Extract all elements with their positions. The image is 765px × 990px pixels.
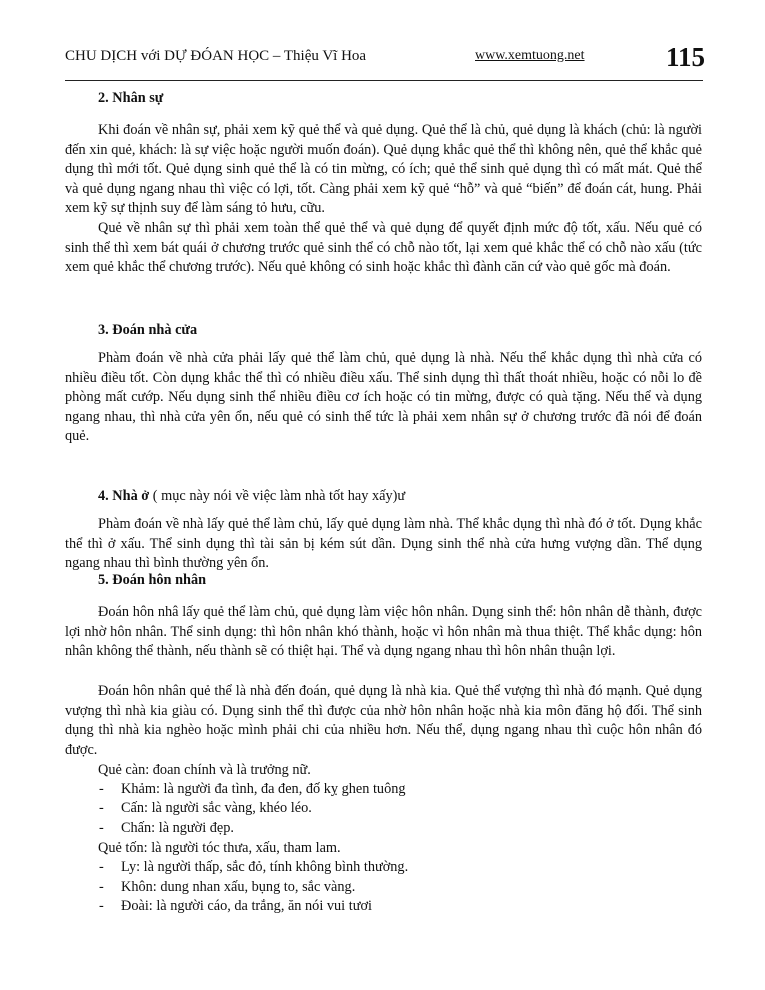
list-item: Đoài: là người cáo, da trắng, ăn nói vui tươi — [121, 898, 372, 915]
section-heading: 3. Đoán nhà cửa — [98, 322, 198, 338]
section-heading: 2. Nhân sự — [98, 90, 164, 106]
list-item: Ly: là người thấp, sắc đỏ, tính không bình thường. — [121, 859, 409, 875]
list-item: Khôn: dung nhan xấu, bụng to, sắc vàng. — [121, 878, 356, 895]
header-rule — [65, 80, 703, 81]
paragraph: Đoán hôn nhân quẻ thể là nhà đến đoán, quẻ dụng là nhà kia. Quẻ thể vượng thì nhà đó mạnh. Quẻ dụng vượng thì nhà kia giàu có. Dụng sinh thể thì được của nhờ hôn nhân hoặc nhà kia môn đăng hộ đối. Thể sinh dụng thì nhà kia nghèo hoặc mình phải chi của nhiều hơn. Nếu thể, dụng ngang nhau thì cuộc hôn nhân đó được. — [65, 683, 702, 758]
website-link[interactable]: www.xemtuong.net — [475, 48, 585, 63]
page-number: 115 — [665, 42, 705, 72]
dash-bullet: - — [99, 819, 104, 836]
heading-text: 4. Nhà ở — [98, 488, 150, 504]
paragraph: Đoán hôn nhâ lấy quẻ thể làm chủ, quẻ dụng làm việc hôn nhân. Dụng sinh thể: hôn nhân dễ thành, được lợi nhờ hôn nhân. Thể sinh dụng: thì hôn nhân khó thành, hoặc vì hôn nhân mà thua thiệt. Thể khắc dụng: hôn nhân không thể thành, nếu thành sẽ có thiệt hại. Thể và dụng ngang nhau thì hôn nhân thuận lợi. — [65, 604, 702, 660]
running-title: CHU DỊCH với DỰ ĐÓAN HỌC – Thiệu Vĩ Hoa — [65, 48, 367, 64]
dash-bullet: - — [99, 898, 104, 915]
list-line: Quẻ tốn: là người tóc thưa, xấu, tham lam. — [98, 840, 341, 857]
section-heading — [98, 487, 735, 507]
paragraph: Khi đoán về nhân sự, phải xem kỹ quẻ thể và quẻ dụng. Quẻ thể là chủ, quẻ dụng là khách (chủ: là người đến xin quẻ, khách: là sự việc hoặc người muốn đoán). Quẻ dụng khắc quẻ thể thì không nên, quẻ thể khắc quẻ dụng thì mới tốt. Quẻ dụng sinh quẻ thể là có tin mừng, có ích; quẻ thể sinh quẻ dụng thì có mất mát. Quẻ thể và quẻ dụng ngang nhau thì việc có lợi, tốt. Càng phải xem kỹ quẻ “hỗ” và quẻ “biến” để đoán cát, hung. Phải xem kỹ sự thịnh suy để làm sáng tỏ hưu, cữu. — [65, 122, 702, 217]
list-item: Khảm: là người đa tình, đa đen, đố kỵ ghen tuông — [121, 780, 406, 797]
paragraph: Quẻ về nhân sự thì phải xem toàn thể quẻ thể và quẻ dụng để quyết định mức độ tốt, xấu. Nếu quẻ có sinh thể thì xem bát quái ở chương trước quẻ sinh thể có chỗ nào tốt, lại xem quẻ khắc thể có chỗ nào xấu (tức xem quẻ khắc thể chương trước). Nếu quẻ không có sinh hoặc khắc thì đành căn cứ vào quẻ gốc mà đoán. — [65, 220, 702, 276]
paragraph: Phàm đoán về nhà cửa phải lấy quẻ thể làm chủ, quẻ dụng là nhà. Nếu thể khắc dụng thì nhà cửa có nhiều điều tốt. Còn dụng khắc thể thì có nhiều điều xấu. Thể sinh dụng thì thất thoát nhiều, hoặc có nỗi lo đề phòng mất cướp. Nếu dụng sinh thể nhiều điều cơ ích hoặc có tin mừng, được có quà tặng. Nếu thể và dụng ngang nhau, thì nhà cửa yên ổn, nếu quẻ có sinh thể tức là phải xem nhân sự ở chương trước đã nói để đoán quẻ. — [65, 350, 702, 445]
dash-bullet: - — [99, 859, 104, 875]
dash-bullet: - — [99, 780, 104, 797]
paragraph: Phàm đoán về nhà lấy quẻ thể làm chủ, lấy quẻ dụng làm nhà. Thể khắc dụng thì nhà đó ở tốt. Dụng khắc thể thì ở xấu. Thể sinh dụng thì tài sản bị kém sút dần. Dụng sinh thể nhà cửa hưng vượng dần. Thể dụng ngang nhau thì bình thường yên ổn. — [65, 516, 702, 572]
list-line: Quẻ càn: đoan chính và là trưởng nữ. — [98, 762, 311, 778]
page-header — [65, 42, 705, 72]
dash-bullet: - — [99, 800, 104, 817]
heading-note: ( mục này nói về việc làm nhà tốt hay xấy)ư — [149, 488, 406, 504]
section-heading: 5. Đoán hôn nhân — [98, 572, 207, 588]
list-item: Cấn: là người sắc vàng, khéo léo. — [121, 800, 312, 817]
dash-bullet: - — [99, 878, 104, 895]
list-item: Chấn: là người đẹp. — [121, 819, 234, 836]
